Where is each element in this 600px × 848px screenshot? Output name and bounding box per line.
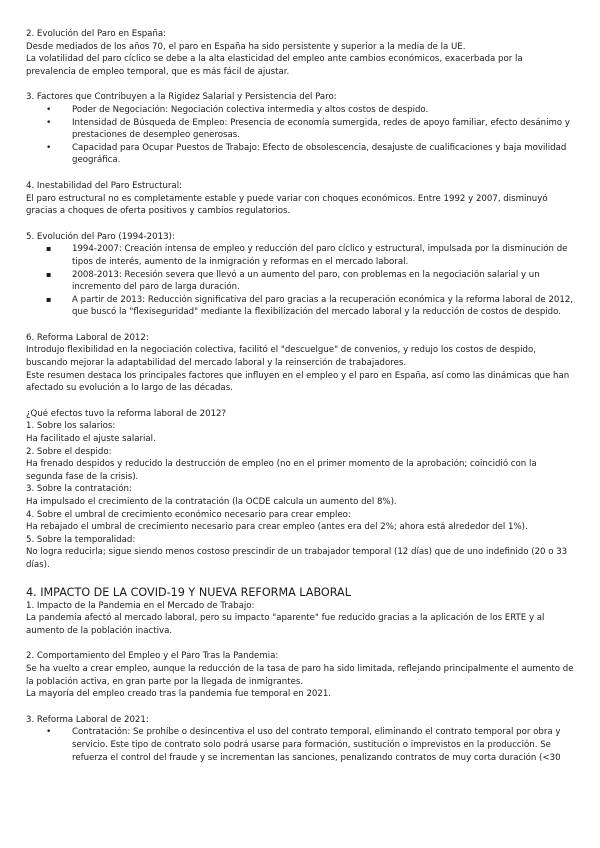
list-item [26, 294, 574, 319]
section-title: 3. Factores que Contribuyen a la Rigidez Salarial y Persistencia del Paro: [26, 92, 337, 103]
bullet-list [26, 243, 574, 319]
qa-answer: Ha frenado despidos y reducido la destrucción de empleo (no en el primer momento de la aprobación; coincidió con la segunda fase de la crisis). [26, 459, 537, 482]
paragraph: La mayoría del empleo creado tras la pandemia fue temporal en 2021. [26, 689, 332, 700]
qa-answer: Ha impulsado el crecimiento de la contratación (la OCDE calcula un aumento del 8%). [26, 497, 397, 507]
paragraph: El paro estructural no es completamente estable y puede variar con choques económicos. Entre 1992 y 2007, disminuyó gracias a choques de oferta positivos y cambios regulatorios. [26, 193, 548, 217]
qa-question: 2. Sobre el despido: [26, 446, 112, 457]
qa-question: 3. Sobre la contratación: [26, 484, 132, 495]
bullet-list [26, 104, 574, 167]
chapter-title: 4. IMPACTO DE LA COVID-19 Y NUEVA REFORMA LABORAL [26, 585, 351, 599]
section-title: 4. Inestabilidad del Paro Estructural: [26, 180, 182, 191]
item-lead: 1994-2007: [72, 244, 122, 255]
qa-question: 4. Sobre el umbral de crecimiento económico necesario para crear empleo: [26, 509, 351, 520]
section-title: 1. Impacto de la Pandemia en el Mercado de Trabajo: [26, 600, 255, 611]
item-lead: Intensidad de Búsqueda de Empleo: [72, 117, 228, 128]
list-item [26, 243, 574, 268]
list-item [26, 142, 574, 167]
bullet-list [26, 726, 574, 764]
list-item [26, 269, 574, 294]
section-title: 5. Evolución del Paro (1994-2013): [26, 231, 175, 242]
section-title: 3. Reforma Laboral de 2021: [26, 714, 149, 725]
list-item [26, 117, 574, 142]
paragraph: Este resumen destaca los principales factores que influyen en el empleo y el paro en España, así como las dinámicas que han afectado su evolución a lo largo de las décadas. [26, 370, 570, 394]
item-lead: 2008-2013: [72, 269, 122, 280]
paragraph: Se ha vuelto a crear empleo, aunque la reducción de la tasa de paro ha sido limitada, reflejando principalmente el aumento de la población activa, en gran parte por la llegada de inmigrantes. [26, 663, 574, 687]
section-title: 2. Evolución del Paro en España: [26, 29, 167, 39]
qa-answer: Ha facilitado el ajuste salarial. [26, 434, 156, 445]
item-text: Negociación colectiva intermedia y altos costos de despido. [168, 104, 429, 115]
question-heading: ¿Qué efectos tuvo la reforma laboral de 2012? [26, 408, 227, 419]
item-lead: A partir de 2013: [72, 294, 146, 305]
section-title: 2. Comportamiento del Empleo y el Paro Tras la Pandemia: [26, 651, 279, 662]
item-text: Presencia de economía sumergida, redes de apoyo familiar, efecto desánimo y prestaciones de desempleo generosas. [72, 117, 570, 141]
section-title: 6. Reforma Laboral de 2012: [26, 332, 149, 343]
item-text: Recesión severa que llevó a un aumento del paro, con problemas en la negociación salarial y un incremento del paro de larga duración. [72, 269, 540, 293]
paragraph: Introdujo flexibilidad en la negociación colectiva, facilitó el "descuelgue" de convenios, y redujo los costos de despido, buscando mejorar la adaptabilidad del mercado laboral y la reinserción de trabajadores. [26, 345, 536, 369]
qa-question: 5. Sobre la temporalidad: [26, 534, 136, 545]
qa-answer: No logra reducirla; sigue siendo menos costoso prescindir de un trabajador temporal (12 días) que de uno indefinido (20 o 33 días). [26, 547, 568, 570]
item-lead: Capacidad para Ocupar Puestos de Trabajo: [72, 142, 260, 153]
item-text: Reducción significativa del paro gracias a la recuperación económica y la reforma laboral de 2012, que buscó la "flexiseguridad" mediante la flexibilización del mercado laboral y la reducción de costos de despido. [72, 294, 574, 318]
item-lead: Poder de Negociación: [72, 104, 169, 115]
item-text: Se prohíbe o desincentiva el uso del contrato temporal, eliminando el contrato temporal por obra y servicio. Este tipo de contrato solo podrá usarse para formación, sustitución o imprevistos en la producción. Se refuerza el control del fraude y se incrementan las sanciones, penalizando contratos de muy corta duración (<30 [72, 727, 561, 763]
paragraph: La pandemia afectó al mercado laboral, pero su impacto "aparente" fue reducido gracias a la aplicación de los ERTE y al aumento de la población inactiva. [26, 613, 545, 636]
paragraph: Desde mediados de los años 70, el paro en España ha sido persistente y superior a la media de la UE. [26, 41, 466, 52]
paragraph: La volatilidad del paro cíclico se debe a la alta elasticidad del empleo ante cambios económicos, exacerbada por la prevalencia de empleo temporal, que es más fácil de ajustar. [26, 54, 523, 77]
list-item [26, 726, 574, 764]
list-item [26, 104, 574, 117]
qa-answer: Ha rebajado el umbral de crecimiento necesario para crear empleo (antes era del 2%; ahora está alrededor del 1%). [26, 522, 528, 533]
item-lead: Contratación: [72, 727, 131, 738]
item-text: Efecto de obsolescencia, desajuste de cualificaciones y baja movilidad geográfica. [72, 142, 567, 166]
item-text: Creación intensa de empleo y reducción del paro cíclico y estructural, impulsada por la disminución de tipos de interés, aumento de la inmigración y reformas en el mercado laboral. [72, 244, 568, 267]
qa-question: 1. Sobre los salarios: [26, 421, 116, 432]
